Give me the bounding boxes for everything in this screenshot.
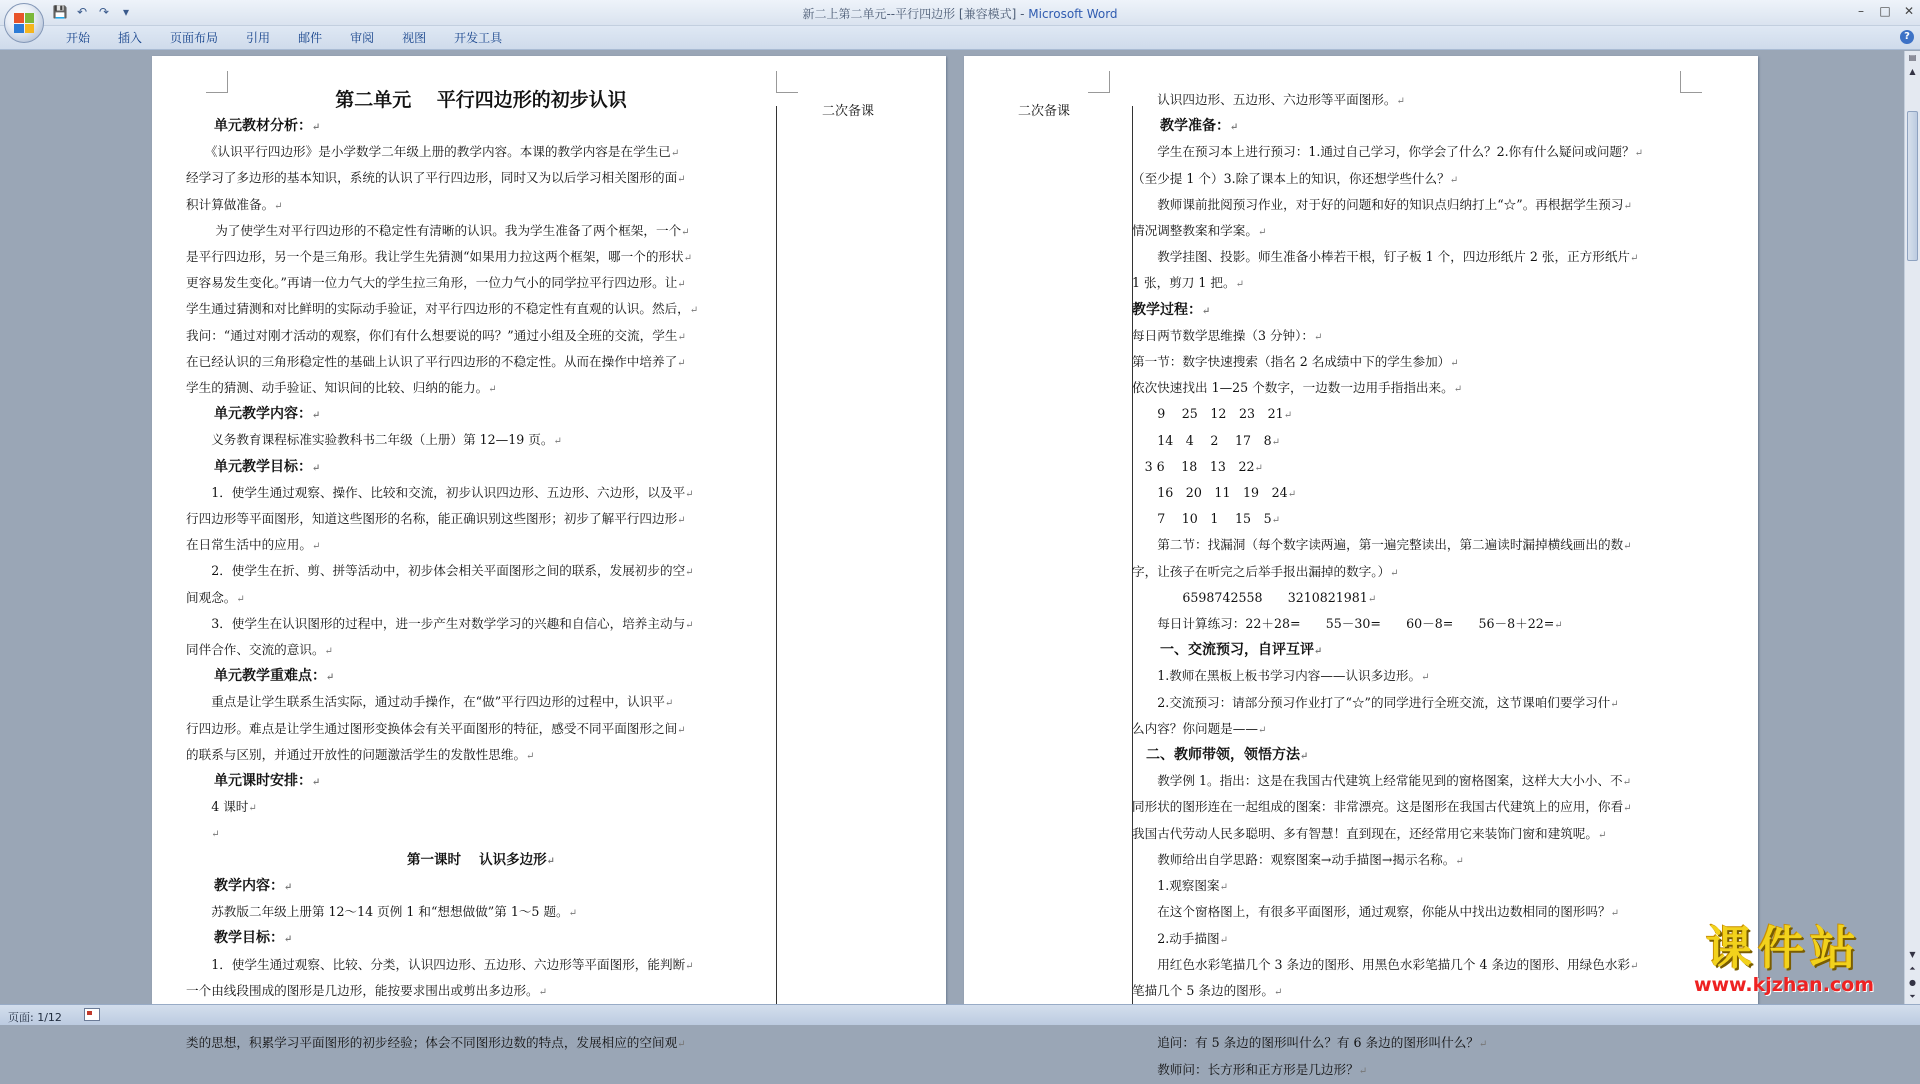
paragraph-mark-icon: ↵ [1254, 462, 1263, 474]
ribbon-tabs [0, 26, 1920, 50]
minimize-button[interactable]: – [1858, 4, 1864, 18]
paragraph-mark-icon: ↵ [1257, 227, 1267, 239]
paragraph-mark-icon: ↵ [1610, 698, 1619, 710]
page-1-line: 我问：“通过对刚才活动的观察，你们有什么想要说的吗？”通过小组及全班的交流，学生↵ [186, 327, 686, 343]
page-2-line: 2.交流预习：请部分预习作业打了“☆”的同学进行全班交流，这节课咱们要学习什↵ [1132, 694, 1619, 710]
page-2-line: 学生在预习本上进行预习：1.通过自己学习，你学会了什么？2.你有什么疑问或问题？↵ [1132, 144, 1643, 160]
app-name: Microsoft Word [1028, 7, 1118, 21]
tab-review[interactable]: 审阅 [350, 31, 375, 45]
document-title: 第二单元 平行四边形的初步认识 [335, 89, 627, 111]
page-2-line: 笔描几个 5 条边的图形。↵ [1132, 982, 1283, 998]
save-icon[interactable]: 💾 [52, 5, 68, 19]
paragraph-mark-icon: ↵ [1271, 436, 1281, 448]
paragraph-mark-icon: ↵ [326, 672, 335, 684]
paragraph-mark-icon: ↵ [685, 567, 694, 579]
paragraph-mark-icon: ↵ [1421, 672, 1430, 684]
margin-rule [776, 106, 777, 1016]
paragraph-mark-icon: ↵ [312, 122, 321, 133]
paragraph-mark-icon: ↵ [1367, 593, 1377, 605]
scroll-up-icon[interactable]: ▲ [1909, 67, 1916, 76]
page-2-line: 1 张，剪刀 1 把。↵ [1132, 275, 1244, 291]
paragraph-mark-icon: ↵ [312, 410, 321, 422]
paragraph-mark-icon: ↵ [677, 1039, 686, 1051]
page-2-line: 我国古代劳动人民多聪明、多有智慧！直到现在，还经常用它来装饰门窗和建筑呢。↵ [1132, 825, 1607, 841]
crop-mark [1088, 71, 1110, 93]
paragraph-mark-icon: ↵ [1634, 148, 1643, 160]
redo-icon[interactable]: ↷ [98, 5, 110, 19]
office-button[interactable] [4, 3, 44, 43]
document-page-2[interactable] [964, 56, 1758, 1077]
page-1-line: 4 课时↵ [186, 799, 257, 815]
site-watermark [1668, 922, 1900, 996]
paragraph-mark-icon: ↵ [553, 436, 562, 448]
office-logo-icon [14, 13, 34, 33]
page-1-line: 学生通过猜测和对比鲜明的实际动手验证，对平行四边形的不稳定性有直观的认识。然后，↵ [186, 301, 699, 317]
page-2-line: 每日两节数学思维操（3 分钟）：↵ [1132, 327, 1323, 343]
page-1-line: 《认识平行四边形》是小学数学二年级上册的教学内容。本课的教学内容是在学生已↵ [186, 144, 680, 160]
paragraph-mark-icon: ↵ [312, 462, 321, 474]
page-1-line: 是平行四边形，另一个是三角形。我让学生先猜测“如果用力拉这两个框架，哪一个的形状↵ [186, 249, 692, 265]
page-1-line: 苏教版二年级上册第 12～14 页例 1 和“想想做做”第 1～5 题。↵ [186, 904, 578, 920]
paragraph-mark-icon: ↵ [284, 881, 293, 893]
paragraph-mark-icon: ↵ [1453, 384, 1463, 396]
paragraph-mark-icon: ↵ [1455, 855, 1464, 867]
page-1-line: 积计算做准备。↵ [186, 196, 283, 212]
page-2-line: 14 4 2 17 8↵ [1132, 432, 1281, 448]
page-2-line: 每日计算练习：22＋28= 55－30= 60－8= 56－8＋22=↵ [1132, 616, 1563, 632]
vertical-scrollbar[interactable] [1904, 51, 1920, 1004]
proofing-icon[interactable] [84, 1008, 100, 1021]
page-1-line: 行四边形等平面图形，知道这些图形的名称，能正确识别这些图形；初步了解平行四边形↵ [186, 511, 686, 527]
paragraph-mark-icon: ↵ [677, 724, 686, 736]
paragraph-mark-icon: ↵ [1271, 515, 1281, 527]
paragraph-mark-icon: ↵ [1235, 279, 1244, 291]
paragraph-mark-icon: ↵ [1358, 1065, 1368, 1077]
paragraph-mark-icon: ↵ [1287, 489, 1297, 501]
paragraph-mark-icon: ↵ [1450, 358, 1459, 370]
paragraph-mark-icon: ↵ [1396, 96, 1405, 107]
page-2-line: 一、交流预习，自评互评↵ [1132, 642, 1323, 659]
page-1-line: 3．使学生在认识图形的过程中，进一步产生对数学学习的兴趣和自信心，培养主动与↵ [186, 615, 694, 631]
paragraph-mark-icon: ↵ [312, 777, 321, 789]
page-1-line: 经学习了多边形的基本知识，系统的认识了平行四边形，同时又为以后学习相关图形的面↵ [186, 170, 686, 186]
page-2-line: 教学准备：↵ [1132, 118, 1239, 135]
scroll-down-icon[interactable]: ▼ [1909, 950, 1916, 959]
page-2-body[interactable] [1132, 88, 1728, 1084]
paragraph-mark-icon: ↵ [681, 226, 690, 238]
paragraph-mark-icon: ↵ [546, 855, 556, 867]
tab-insert[interactable]: 插入 [118, 31, 143, 45]
paragraph-mark-icon: ↵ [1202, 305, 1211, 317]
page-1-line [186, 821, 776, 847]
undo-icon[interactable]: ↶ [76, 5, 88, 19]
paragraph-mark-icon: ↵ [685, 488, 694, 500]
paragraph-mark-icon: ↵ [1623, 803, 1632, 815]
paragraph-mark-icon: ↵ [677, 174, 686, 186]
paragraph-mark-icon: ↵ [685, 960, 694, 972]
page-1-line: 间观念。↵ [186, 589, 245, 605]
page-1-line: 同伴合作、交流的意识。↵ [186, 642, 333, 658]
page-2-line: 追问：有 5 条边的图形叫什么？有 6 条边的图形叫什么？↵ [1132, 1035, 1488, 1051]
paragraph-mark-icon: ↵ [1390, 567, 1399, 579]
window-controls [1854, 2, 1916, 20]
page-1-line: 1．使学生通过观察、操作、比较和交流，初步认识四边形、五边形、六边形，以及平↵ [186, 484, 694, 500]
page-1-line: 教学内容：↵ [186, 877, 293, 894]
paragraph-mark-icon: ↵ [1230, 122, 1239, 134]
paragraph-mark-icon: ↵ [1219, 934, 1228, 946]
paragraph-mark-icon: ↵ [1623, 200, 1632, 212]
title-bar [0, 0, 1920, 26]
side-note-revision: 二次备课 [1018, 104, 1071, 119]
tab-references[interactable]: 引用 [246, 31, 271, 45]
paragraph-mark-icon: ↵ [683, 253, 692, 265]
page-2-line: 1.教师在黑板上板书学习内容——认识多边形。↵ [1132, 668, 1430, 684]
document-page-1[interactable] [152, 56, 946, 1051]
side-note-revision: 二次备课 [822, 104, 875, 119]
page-2-line: 在这个窗格图上，有很多平面图形，通过观察，你能从中找出边数相同的图形吗？↵ [1132, 904, 1619, 920]
ruler-toggle-icon[interactable]: ▤ [1908, 53, 1917, 62]
paragraph-mark-icon: ↵ [1314, 331, 1323, 343]
next-page-icon[interactable]: ⏷ [1909, 992, 1916, 1001]
page-2-line: 教师问：长方形和正方形是几边形？↵ [1132, 1061, 1368, 1077]
page-2-line: 同形状的图形连在一起组成的图案：非常漂亮。这是图形在我国古代建筑上的应用，你看↵ [1132, 799, 1632, 815]
page-1-line: 行四边形。难点是让学生通过图形变换体会有关平面图形的特征，感受不同平面图形之间↵ [186, 720, 686, 736]
window-title: 新二上第二单元--平行四边形 [兼容模式] - Microsoft Word [802, 7, 1118, 21]
paragraph-mark-icon: ↵ [526, 750, 535, 762]
tab-home[interactable]: 开始 [66, 31, 91, 45]
page-2-line: 3 6 18 13 22↵ [1132, 458, 1263, 474]
paragraph-mark-icon: ↵ [1622, 777, 1631, 789]
page-1-line: 类的思想，积累学习平面图形的初步经验；体会不同图形边数的特点，发展相应的空间观↵ [186, 1035, 686, 1051]
paragraph-mark-icon: ↵ [538, 986, 548, 998]
page-2-line: 第二节：找漏洞（每个数字读两遍，第一遍完整读出，第二遍读时漏掉横线画出的数↵ [1132, 537, 1632, 553]
page-1-line: 义务教育课程标准实验教科书二年级（上册）第 12—19 页。↵ [186, 432, 562, 448]
tab-view[interactable]: 视图 [402, 31, 427, 45]
page-number-status[interactable]: 页面: 1/12 [8, 1011, 62, 1024]
paragraph-mark-icon: ↵ [1273, 986, 1283, 998]
page-1-line: 单元教学内容：↵ [186, 406, 321, 423]
paragraph-mark-icon: ↵ [1300, 751, 1309, 763]
help-icon[interactable]: ? [1900, 30, 1914, 44]
browse-object-icon[interactable]: ● [1909, 978, 1916, 987]
paragraph-mark-icon: ↵ [1283, 410, 1293, 422]
page-1-line: 单元教学目标：↵ [186, 458, 321, 475]
page-2-line: 教学挂图、投影。师生准备小棒若干根，钉子板 1 个，四边形纸片 2 张，正方形纸片↵ [1132, 249, 1639, 265]
page-2-line: 6598742558 3210821981↵ [1132, 589, 1377, 605]
paragraph-mark-icon: ↵ [1630, 960, 1639, 972]
crop-mark [776, 71, 798, 93]
page-2-line: 1.观察图案↵ [1132, 878, 1228, 894]
paragraph-mark-icon: ↵ [284, 934, 293, 946]
page-1-line: 学生的猜测、动手验证、知识间的比较、归纳的能力。↵ [186, 380, 497, 396]
paragraph-mark-icon: ↵ [1449, 174, 1459, 186]
paragraph-mark-icon: ↵ [324, 646, 333, 658]
status-bar [0, 1004, 1920, 1025]
paragraph-mark-icon: ↵ [664, 698, 674, 710]
page-2-line: 依次快速找出 1—25 个数字，一边数一边用手指指出来。↵ [1132, 380, 1463, 396]
tab-developer[interactable]: 开发工具 [454, 31, 503, 45]
paragraph-mark-icon: ↵ [488, 384, 497, 396]
customize-qat-icon[interactable]: ▾ [122, 5, 130, 19]
page-1-line: 更容易发生变化。”再请一位力气大的学生拉三角形，一位力气小的同学拉平行四边形。让↵ [186, 275, 686, 291]
page-1-line: 重点是让学生联系生活实际，通过动手操作，在“做”平行四边形的过程中，认识平↵ [186, 694, 674, 710]
paragraph-mark-icon: ↵ [1257, 724, 1267, 736]
paragraph-mark-icon: ↵ [1623, 541, 1632, 553]
paragraph-mark-icon: ↵ [311, 541, 321, 553]
page-1-line: 第一课时 认识多边形↵ [406, 851, 556, 868]
scroll-nav-group [1905, 948, 1920, 1004]
paragraph-mark-icon: ↵ [1597, 829, 1607, 841]
paragraph-mark-icon: ↵ [236, 593, 245, 605]
page-1-line: 单元教学重难点：↵ [186, 668, 335, 685]
page-2-line: 认识四边形、五边形、六边形等平面图形。↵ [1132, 92, 1405, 107]
page-2-line: 2.动手描图↵ [1132, 930, 1228, 946]
paragraph-mark-icon: ↵ [685, 619, 694, 631]
paragraph-mark-icon: ↵ [568, 908, 578, 920]
page-2-line: 7 10 1 15 5↵ [1132, 511, 1281, 527]
watermark-url: www.kjzhan.com [1693, 974, 1875, 996]
tab-page-layout[interactable]: 页面布局 [170, 31, 219, 45]
page-2-line: 二、教师带领，领悟方法↵ [1132, 747, 1309, 764]
page-2-line: 么内容？你问题是——↵ [1132, 720, 1267, 736]
scrollbar-thumb[interactable] [1907, 111, 1918, 261]
paragraph-mark-icon: ↵ [211, 829, 220, 841]
page-1-line: 为了使学生对平行四边形的不稳定性有清晰的认识。我为学生准备了两个框架，一个↵ [186, 222, 690, 238]
tab-mailings[interactable]: 邮件 [298, 31, 323, 45]
page-1-line: 1．使学生通过观察、比较、分类，认识四边形、五边形、六边形等平面图形，能判断↵ [186, 956, 694, 972]
close-button[interactable]: ✕ [1903, 4, 1915, 18]
watermark-logo-text: 课件站 [1706, 921, 1862, 975]
page-2-line: 教师给出自学思路：观察图案→动手描图→揭示名称。↵ [1132, 851, 1464, 867]
paragraph-mark-icon: ↵ [1630, 253, 1639, 265]
paragraph-mark-icon: ↵ [670, 148, 680, 160]
page-2-line: 教学例 1。指出：这是在我国古代建筑上经常能见到的窗格图案，这样大大小小、不↵ [1132, 773, 1631, 789]
page-1-line: 单元教材分析：↵ [186, 118, 321, 134]
page-1-line: 一个由线段围成的图形是几边形，能按要求围出或剪出多边形。↵ [186, 982, 548, 998]
paragraph-mark-icon: ↵ [677, 331, 686, 343]
paragraph-mark-icon: ↵ [677, 357, 686, 369]
page-1-line: 单元课时安排：↵ [186, 773, 321, 790]
page-1-line: 2．使学生在折、剪、拼等活动中，初步体会相关平面图形之间的联系，发展初步的空↵ [186, 563, 694, 579]
paragraph-mark-icon: ↵ [1314, 646, 1323, 658]
previous-page-icon[interactable]: ⏶ [1909, 964, 1916, 973]
page-1-line: 在已经认识的三角形稳定性的基础上认识了平行四边形的不稳定性。从而在操作中培养了↵ [186, 353, 686, 369]
paragraph-mark-icon: ↵ [248, 803, 257, 815]
page-2-line: 教师课前批阅预习作业，对于好的问题和好的知识点归纳打上“☆”。再根据学生预习↵ [1132, 196, 1632, 212]
paragraph-mark-icon: ↵ [689, 305, 699, 317]
page-2-line: 字，让孩子在听完之后举手报出漏掉的数字。）↵ [1132, 563, 1399, 579]
page-2-line: （至少提 1 个）3.除了课本上的知识，你还想学些什么？↵ [1132, 170, 1459, 186]
page-1-line: 在日常生活中的应用。↵ [186, 537, 321, 553]
page-1-body[interactable] [186, 86, 776, 1057]
paragraph-mark-icon: ↵ [1610, 908, 1619, 920]
page-1-line: 的联系与区别，并通过开放性的问题激活学生的发散性思维。↵ [186, 746, 535, 762]
paragraph-mark-icon: ↵ [1478, 1039, 1488, 1051]
page-2-line: 教学过程：↵ [1132, 301, 1211, 318]
page-2-line: 16 20 11 19 24↵ [1132, 485, 1297, 501]
page-2-line: 9 25 12 23 21↵ [1132, 406, 1293, 422]
restore-button[interactable]: □ [1879, 4, 1891, 18]
paragraph-mark-icon: ↵ [1554, 620, 1563, 632]
page-2-line: 情况调整教案和学案。↵ [1132, 223, 1267, 239]
page-2-line: 第一节：数字快速搜索（指名 2 名成绩中下的学生参加）↵ [1132, 354, 1459, 370]
paragraph-mark-icon: ↵ [677, 515, 686, 527]
page-1-line: 教学目标：↵ [186, 930, 293, 947]
paragraph-mark-icon: ↵ [274, 200, 283, 212]
paragraph-mark-icon: ↵ [1219, 882, 1228, 894]
paragraph-mark-icon: ↵ [677, 279, 686, 291]
page-2-line: 用红色水彩笔描几个 3 条边的图形、用黑色水彩笔描几个 4 条边的图形、用绿色水彩↵ [1132, 956, 1639, 972]
